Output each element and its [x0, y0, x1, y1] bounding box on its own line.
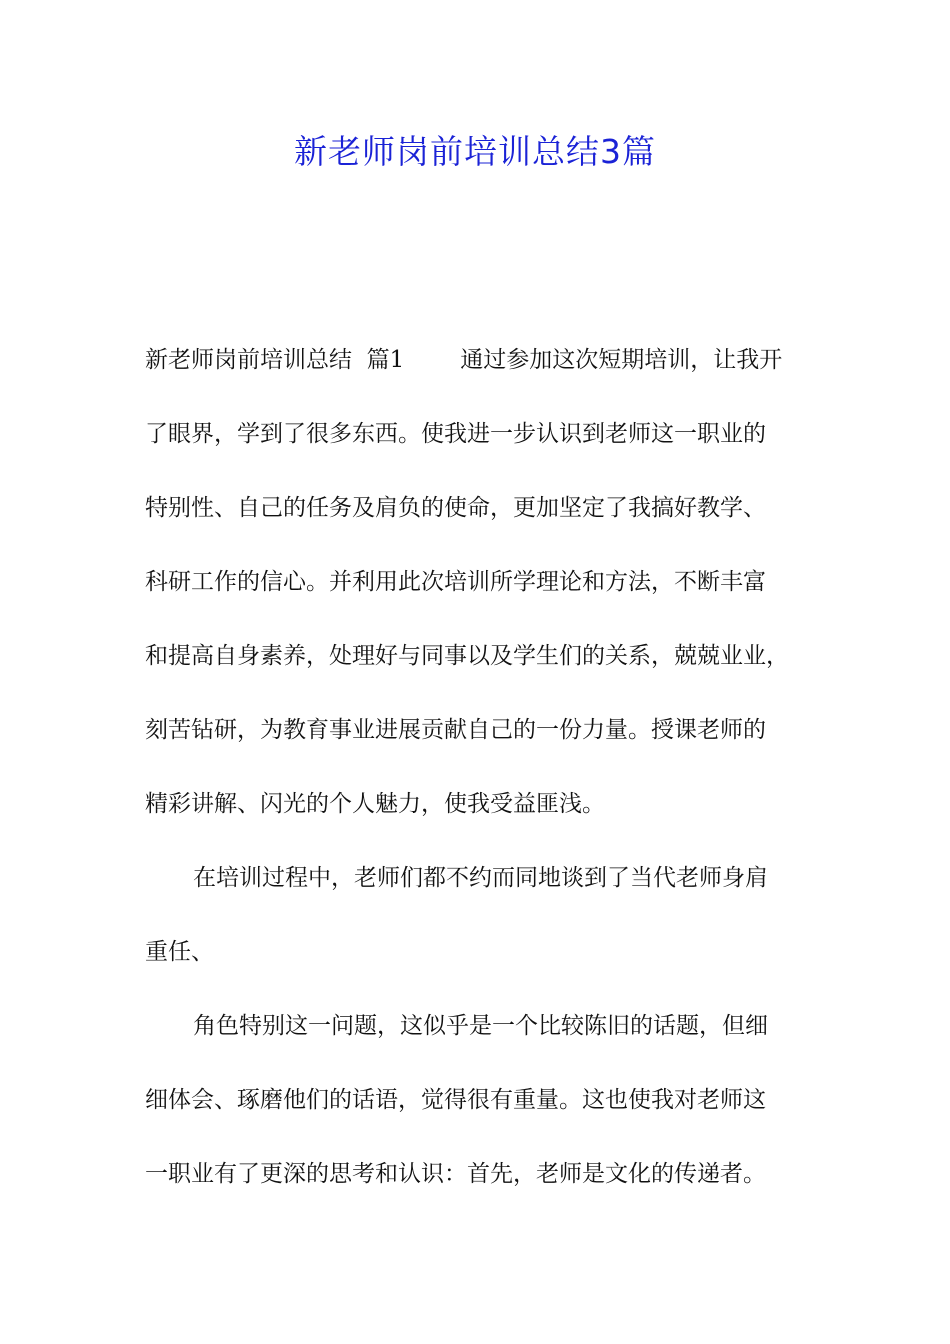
paragraph-line: 一职业有了更深的思考和认识：首先，老师是文化的传递者。	[145, 1161, 766, 1187]
paragraph-line: 和提高自身素养，处理好与同事以及学生们的关系，兢兢业业，	[145, 643, 789, 669]
paragraph-line: 科研工作的信心。并利用此次培训所学理论和方法，不断丰富	[145, 569, 766, 595]
paragraph-line: 在培训过程中，老师们都不约而同地谈到了当代老师身肩	[193, 865, 768, 891]
paragraph-line: 重任、	[145, 939, 214, 965]
paragraph-line: 角色特别这一问题，这似乎是一个比较陈旧的话题，但细	[193, 1013, 768, 1039]
paragraph-line: 精彩讲解、闪光的个人魅力，使我受益匪浅。	[145, 791, 605, 817]
section-heading: 新老师岗前培训总结 篇1	[145, 347, 405, 373]
paragraph-line: 新老师岗前培训总结 篇1 通过参加这次短期培训，让我开	[145, 347, 783, 373]
paragraph-line: 了眼界，学到了很多东西。使我进一步认识到老师这一职业的	[145, 421, 766, 447]
paragraph-line: 细体会、琢磨他们的话语，觉得很有重量。这也使我对老师这	[145, 1087, 766, 1113]
document-body	[145, 323, 815, 1211]
paragraph-line: 特别性、自己的任务及肩负的使命，更加坚定了我搞好教学、	[145, 495, 766, 521]
paragraph-line: 刻苦钻研，为教育事业进展贡献自己的一份力量。授课老师的	[145, 717, 766, 743]
document-title: 新老师岗前培训总结3篇	[294, 132, 656, 171]
